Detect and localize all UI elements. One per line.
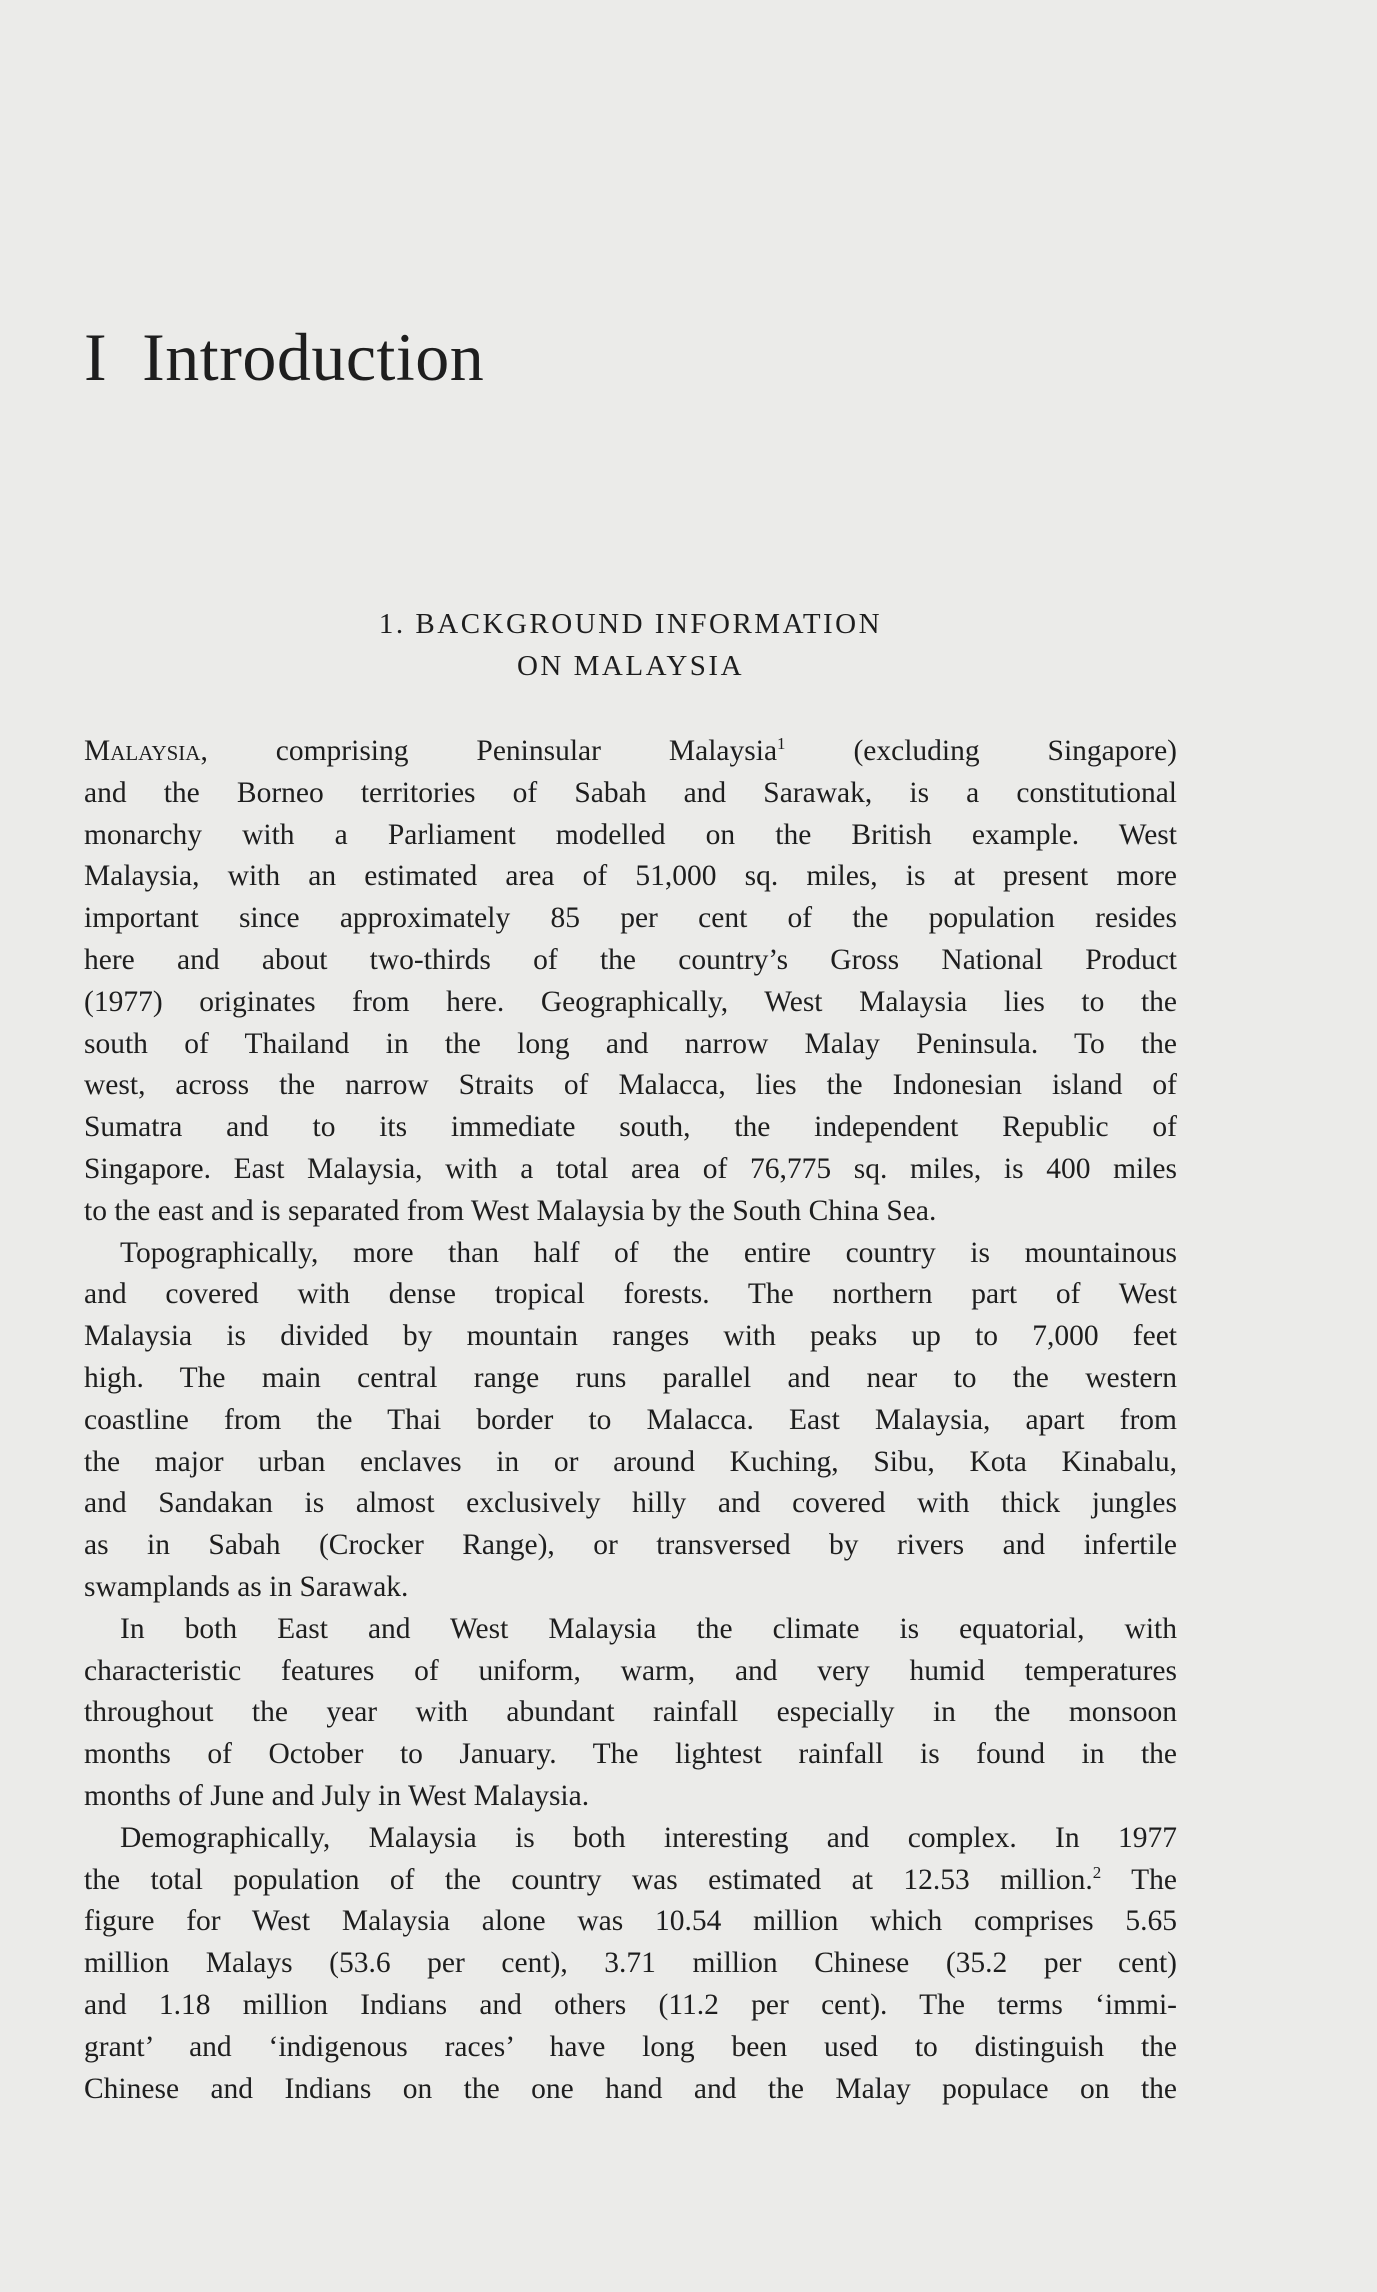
text-segment: Chinese and Indians on the one hand and the Malay populace on the: [84, 2072, 1177, 2105]
text-segment: and 1.18 million Indians and others (11.2 per cent). The terms ‘immi-: [84, 1988, 1177, 2021]
text-segment: the total population of the country was estimated at 12.53 million.: [84, 1863, 1093, 1896]
text-line: [84, 1442, 1177, 1484]
footnote-marker: 1: [777, 734, 786, 753]
footnote-marker: 2: [1092, 1862, 1102, 1882]
body-text: [84, 731, 1177, 2110]
text-segment: monarchy with a Parliament modelled on the British example. West: [84, 818, 1177, 851]
text-line: [84, 1483, 1177, 1525]
text-line: [84, 1065, 1177, 1107]
text-line: [84, 1358, 1177, 1400]
text-line: [84, 1567, 1177, 1609]
text-segment: high. The main central range runs parallel and near to the western: [84, 1361, 1177, 1394]
text-line: [84, 773, 1177, 815]
chapter-number: I: [84, 319, 108, 395]
text-segment: Demographically, Malaysia is both interesting and complex. In 1977: [120, 1821, 1177, 1854]
text-line: [84, 2027, 1177, 2069]
text-segment: Topographically, more than half of the entire country is mountainous: [120, 1236, 1177, 1269]
text-line: [84, 1149, 1177, 1191]
chapter-title-text: Introduction: [142, 319, 485, 395]
paragraph: [84, 731, 1177, 1233]
text-segment: and the Borneo territories of Sabah and Sarawak, is a constitutional: [84, 776, 1177, 809]
section-heading-line: 1. BACKGROUND INFORMATION: [378, 608, 883, 640]
text-segment: the major urban enclaves in or around Kuching, Sibu, Kota Kinabalu,: [84, 1445, 1177, 1478]
text-segment: swamplands as in Sarawak.: [84, 1570, 409, 1603]
text-line: [84, 2069, 1177, 2111]
text-segment: months of October to January. The lightest rainfall is found in the: [84, 1738, 1177, 1771]
text-segment: characteristic features of uniform, warm, and very humid temperatures: [84, 1654, 1177, 1687]
text-segment: figure for West Malaysia alone was 10.54 million which comprises 5.65: [84, 1905, 1177, 1938]
chapter-title: [84, 318, 484, 397]
text-line: [84, 1651, 1177, 1693]
text-line: [84, 815, 1177, 857]
text-line: [84, 898, 1177, 940]
text-line: [84, 856, 1177, 898]
paragraph: [84, 1609, 1177, 1818]
text-line: [84, 1107, 1177, 1149]
text-segment: million Malays (53.6 per cent), 3.71 million Chinese (35.2 per cent): [84, 1947, 1177, 1980]
text-segment: as in Sabah (Crocker Range), or transversed by rivers and infertile: [84, 1529, 1177, 1562]
text-line: [84, 1400, 1177, 1442]
text-segment: throughout the year with abundant rainfall especially in the monsoon: [84, 1696, 1177, 1729]
text-line: [84, 940, 1177, 982]
text-line: [84, 1316, 1177, 1358]
text-line: [84, 1233, 1177, 1275]
text-line: [84, 982, 1177, 1024]
text-line: [84, 1525, 1177, 1567]
text-segment: to the east and is separated from West Malaysia by the South China Sea.: [84, 1194, 937, 1227]
text-segment: In both East and West Malaysia the climate is equatorial, with: [120, 1612, 1177, 1645]
text-segment: Malaysia, with an estimated area of 51,000 sq. miles, is at present more: [84, 860, 1177, 893]
text-line: [84, 1985, 1177, 2027]
text-segment: important since approximately 85 per cent of the population resides: [84, 902, 1177, 935]
section-heading-line: ON MALAYSIA: [516, 650, 745, 682]
text-segment: south of Thailand in the long and narrow Malay Peninsula. To the: [84, 1027, 1177, 1060]
text-segment: and Sandakan is almost exclusively hilly and covered with thick jungles: [84, 1487, 1177, 1520]
text-segment: coastline from the Thai border to Malacca. East Malaysia, apart from: [84, 1403, 1177, 1436]
text-line: [84, 1818, 1177, 1860]
text-line: [84, 1943, 1177, 1985]
paragraph: [84, 1818, 1177, 2111]
text-line: [84, 1692, 1177, 1734]
text-segment: here and about two-thirds of the country’s Gross National Product: [84, 943, 1177, 976]
text-line: [84, 731, 1177, 773]
text-segment: Sumatra and to its immediate south, the independent Republic of: [84, 1111, 1177, 1144]
text-line: [84, 1901, 1177, 1943]
text-line: [84, 1274, 1177, 1316]
text-line: [84, 1734, 1177, 1776]
text-line: [84, 1024, 1177, 1066]
text-segment: (excluding Singapore): [785, 735, 1177, 767]
text-segment: Malaysia: [84, 735, 201, 767]
text-segment: The: [1101, 1863, 1177, 1896]
text-segment: Singapore. East Malaysia, with a total area of 76,775 sq. miles, is 400 miles: [84, 1152, 1177, 1185]
text-line: [84, 1609, 1177, 1651]
text-segment: Malaysia is divided by mountain ranges with peaks up to 7,000 feet: [84, 1320, 1177, 1353]
paragraph: [84, 1233, 1177, 1609]
text-line: [84, 1191, 1177, 1233]
text-segment: west, across the narrow Straits of Malacca, lies the Indonesian island of: [84, 1069, 1177, 1102]
text-line: [84, 1776, 1177, 1818]
text-segment: , comprising Peninsular Malaysia: [200, 735, 778, 767]
text-segment: months of June and July in West Malaysia.: [84, 1779, 590, 1812]
section-heading: [84, 603, 1177, 687]
text-segment: (1977) originates from here. Geographically, West Malaysia lies to the: [84, 985, 1177, 1018]
text-line: [84, 1860, 1177, 1902]
text-segment: and covered with dense tropical forests. The northern part of West: [84, 1278, 1177, 1311]
text-segment: grant’ and ‘indigenous races’ have long been used to distinguish the: [84, 2030, 1177, 2063]
